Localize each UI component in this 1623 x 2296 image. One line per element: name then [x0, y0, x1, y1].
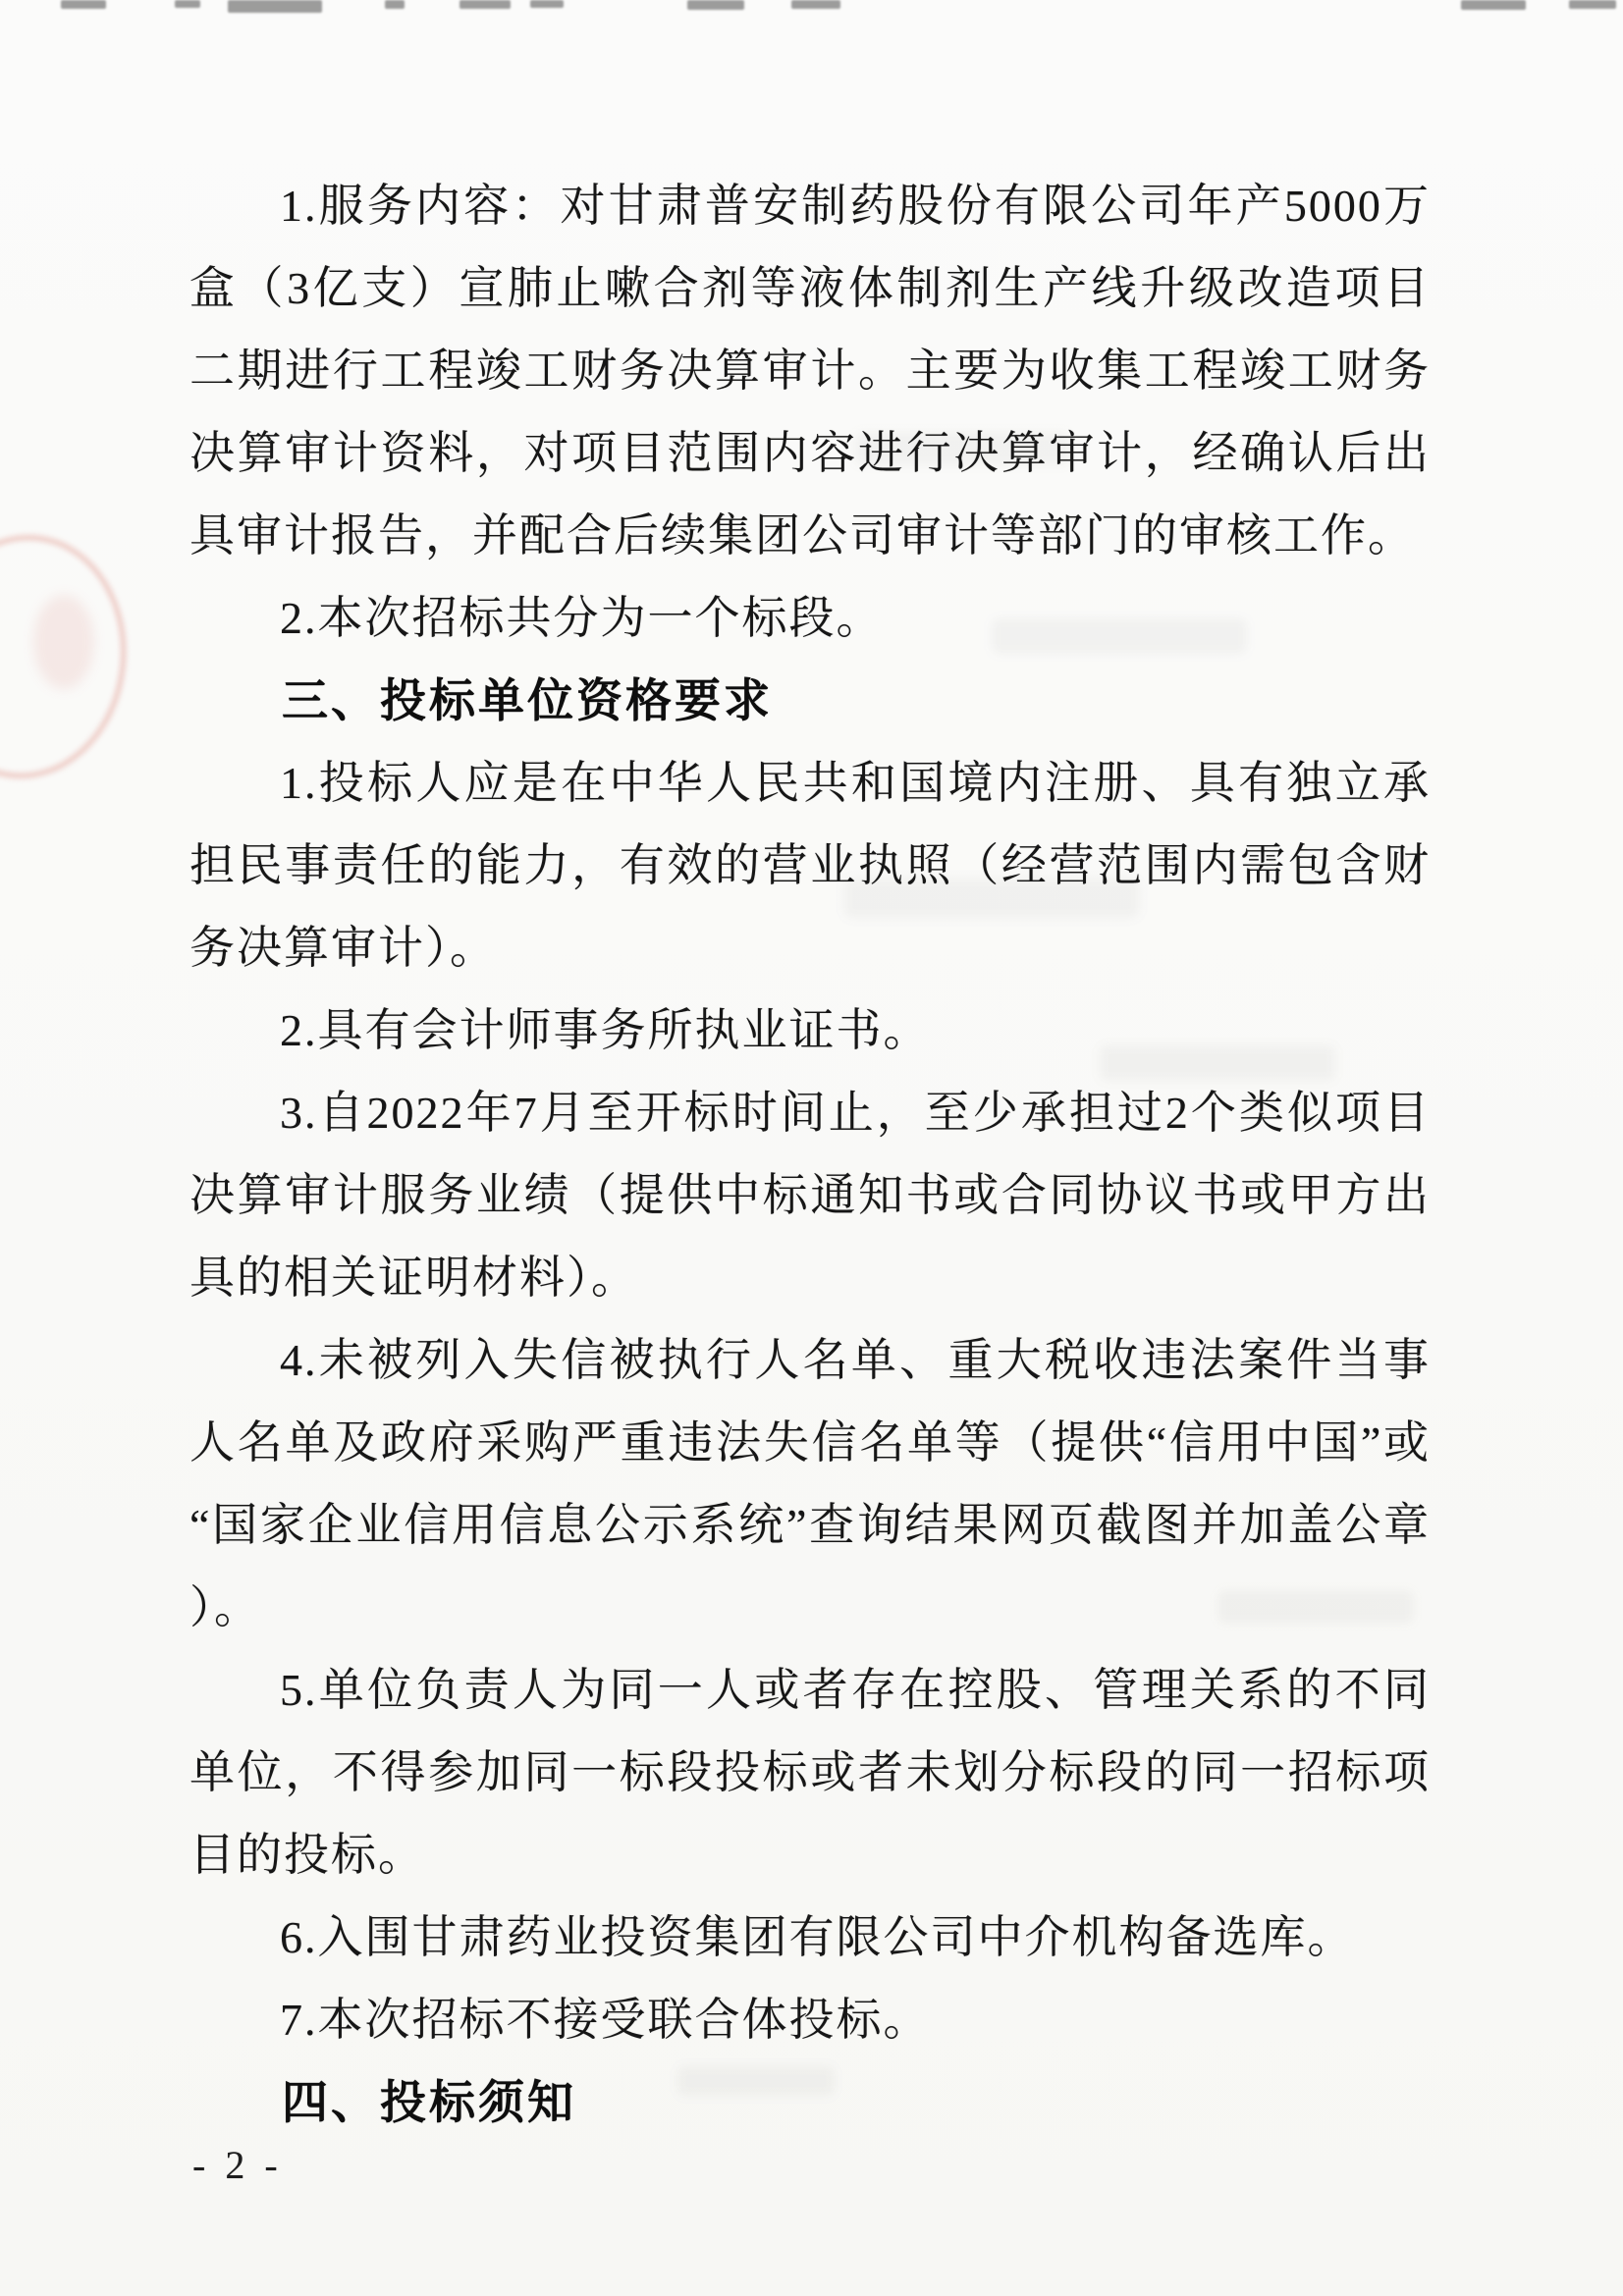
scan-edge-artifact: [1569, 0, 1616, 9]
scan-edge-artifact: [385, 0, 405, 9]
paragraph-qualification-7: 7.本次招标不接受联合体投标。: [280, 1995, 931, 2045]
section-heading-qualifications: 三、投标单位资格要求: [282, 674, 773, 726]
scan-edge-artifact: [791, 0, 840, 9]
section-heading-bid-notice: 四、投标须知: [282, 2076, 576, 2128]
scan-edge-artifact: [530, 0, 564, 8]
scan-edge-artifact: [61, 0, 106, 9]
scan-edge-artifact: [687, 0, 744, 10]
scan-edge-artifact: [1461, 0, 1526, 10]
paragraph-qualification-4: 4.未被列入失信被执行人名单、重大税收违法案件当事人名单及政府采购严重违法失信名单等（提供“信用中国”或“国家企业信用信息公示系统”查询结果网页截图并加盖公章）。: [189, 1335, 1431, 1632]
paragraph-bid-sections: 2.本次招标共分为一个标段。: [280, 593, 884, 643]
page-number: - 2 -: [192, 2143, 283, 2187]
document-body: [189, 165, 1431, 2144]
paragraph-qualification-5: 5.单位负责人为同一人或者存在控股、管理关系的不同单位，不得参加同一标段投标或者未划分标段的同一招标项目的投标。: [189, 1665, 1431, 1880]
paragraph-qualification-6: 6.入围甘肃药业投资集团有限公司中介机构备选库。: [280, 1912, 1355, 1962]
paragraph-service-content: 1.服务内容：对甘肃普安制药股份有限公司年产5000万盒（3亿支）宣肺止嗽合剂等液体制剂生产线升级改造项目二期进行工程竣工财务决算审计。主要为收集工程竣工财务决算审计资料，对项目范围内容进行决算审计，经确认后出具审计报告，并配合后续集团公司审计等部门的审核工作。: [189, 181, 1431, 561]
red-seal-stamp-mark: [33, 595, 94, 689]
paragraph-qualification-1: 1.投标人应是在中华人民共和国境内注册、具有独立承担民事责任的能力，有效的营业执照（经营范围内需包含财务决算审计）。: [189, 758, 1431, 973]
scan-edge-artifact: [175, 0, 200, 8]
paragraph-qualification-3: 3.自2022年7月至开标时间止，至少承担过2个类似项目决算审计服务业绩（提供中标通知书或合同协议书或甲方出具的相关证明材料）。: [189, 1088, 1431, 1303]
scan-edge-artifact: [228, 0, 322, 13]
scan-edge-artifact: [460, 0, 511, 9]
paragraph-qualification-2: 2.具有会计师事务所执业证书。: [280, 1005, 931, 1055]
